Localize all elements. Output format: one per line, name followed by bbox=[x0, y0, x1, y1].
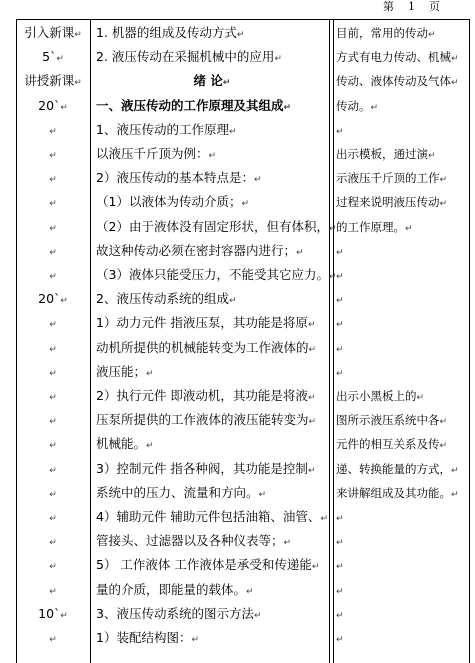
paragraph-mark-icon: ↵ bbox=[307, 393, 316, 403]
notes-text: 图所示液压系统中各 bbox=[336, 413, 440, 428]
paragraph-mark-icon: ↵ bbox=[208, 151, 217, 161]
notes-cell bbox=[336, 336, 468, 362]
paragraph-mark-icon: ↵ bbox=[49, 393, 57, 403]
paragraph-mark-icon: ↵ bbox=[308, 417, 317, 428]
notes-cell bbox=[336, 626, 468, 652]
content-cell bbox=[96, 142, 328, 168]
content-text: 压泵所提供的工作液体的液压能转变为 bbox=[96, 412, 309, 428]
paragraph-mark-icon: ↵ bbox=[336, 562, 344, 573]
table-row bbox=[0, 215, 475, 239]
time-text: 5` bbox=[42, 49, 57, 65]
paragraph-mark-icon: ↵ bbox=[283, 538, 292, 549]
time-text: 20` bbox=[38, 97, 61, 113]
content-text: 5） 工作液体 工作液体是承受和传递能 bbox=[96, 557, 312, 573]
content-text: 1、液压传动的工作原理 bbox=[96, 121, 229, 137]
content-cell bbox=[96, 505, 328, 531]
paragraph-mark-icon: ↵ bbox=[49, 344, 57, 355]
paragraph-mark-icon: ↵ bbox=[416, 393, 425, 403]
paragraph-mark-icon: ↵ bbox=[74, 78, 82, 89]
paragraph-mark-icon: ↵ bbox=[320, 514, 328, 524]
table-row bbox=[0, 166, 475, 190]
content-text: 4）辅助元件 辅助元件包括油箱、油管、 bbox=[96, 509, 321, 524]
paragraph-mark-icon: ↵ bbox=[258, 489, 267, 500]
table-row bbox=[0, 529, 475, 553]
paragraph-mark-icon: ↵ bbox=[253, 175, 262, 186]
content-text: 2）液压传动的基本特点是： bbox=[96, 170, 254, 186]
content-text: 一、液压传动的工作原理及其组成 bbox=[96, 97, 284, 113]
content-text: 3）控制元件 指各种阀，其功能是控制 bbox=[96, 460, 308, 476]
table-row bbox=[0, 45, 475, 69]
paragraph-mark-icon: ↵ bbox=[336, 296, 344, 307]
notes-cell bbox=[336, 360, 468, 386]
table-row bbox=[0, 553, 475, 577]
time-cell bbox=[18, 69, 88, 95]
notes-cell bbox=[336, 142, 468, 168]
content-cell bbox=[96, 481, 328, 507]
content-text: 2、液压传动系统的组成 bbox=[96, 291, 229, 307]
paragraph-mark-icon: ↵ bbox=[370, 102, 379, 113]
content-cell bbox=[96, 21, 328, 47]
paragraph-mark-icon: ↵ bbox=[336, 635, 344, 645]
time-cell bbox=[18, 190, 88, 216]
notes-cell bbox=[336, 94, 468, 120]
paragraph-mark-icon: ↵ bbox=[236, 30, 245, 40]
notes-text: 示液压千斤顶的工作 bbox=[336, 171, 440, 186]
time-cell bbox=[18, 432, 88, 458]
paragraph-mark-icon: ↵ bbox=[451, 489, 459, 500]
table-row bbox=[0, 21, 475, 45]
notes-cell bbox=[336, 578, 468, 604]
time-text: 10` bbox=[38, 605, 61, 621]
notes-cell bbox=[336, 408, 468, 434]
notes-cell bbox=[336, 505, 468, 531]
content-text: （2）由于液体没有固定形状，但有体积， bbox=[96, 218, 329, 234]
paragraph-mark-icon: ↵ bbox=[60, 102, 68, 113]
paragraph-mark-icon: ↵ bbox=[228, 126, 237, 137]
paragraph-mark-icon: ↵ bbox=[49, 441, 57, 452]
paragraph-mark-icon: ↵ bbox=[49, 151, 57, 161]
table-row bbox=[0, 578, 475, 602]
time-cell bbox=[18, 336, 88, 362]
paragraph-mark-icon: ↵ bbox=[146, 441, 154, 452]
paragraph-mark-icon: ↵ bbox=[336, 247, 344, 258]
content-cell bbox=[96, 311, 328, 337]
paragraph-mark-icon: ↵ bbox=[191, 635, 200, 645]
content-text: 量的介质，即能量的载体。 bbox=[96, 581, 247, 597]
content-cell bbox=[96, 360, 328, 386]
notes-cell bbox=[336, 239, 468, 265]
table-row bbox=[0, 287, 475, 311]
table-row bbox=[0, 432, 475, 456]
table-row bbox=[0, 408, 475, 432]
paragraph-mark-icon: ↵ bbox=[222, 78, 231, 89]
content-text: 1）动力元件 指液压泵，其功能是将原 bbox=[96, 315, 308, 331]
time-text: 讲授新课 bbox=[24, 73, 75, 89]
paragraph-mark-icon: ↵ bbox=[49, 175, 57, 186]
paragraph-mark-icon: ↵ bbox=[283, 102, 292, 113]
content-cell bbox=[96, 457, 328, 483]
paragraph-mark-icon: ↵ bbox=[274, 54, 282, 65]
paragraph-mark-icon: ↵ bbox=[49, 223, 57, 234]
time-cell bbox=[18, 287, 88, 313]
paragraph-mark-icon: ↵ bbox=[308, 344, 317, 355]
paragraph-mark-icon: ↵ bbox=[307, 465, 316, 476]
content-text: 2. 液压传动在采掘机械中的应用 bbox=[96, 49, 275, 65]
table-row bbox=[0, 118, 475, 142]
notes-cell bbox=[336, 553, 468, 579]
time-cell bbox=[18, 481, 88, 507]
paragraph-mark-icon: ↵ bbox=[49, 489, 57, 500]
paragraph-mark-icon: ↵ bbox=[246, 586, 254, 597]
time-cell bbox=[18, 626, 88, 652]
time-cell bbox=[18, 94, 88, 120]
paragraph-mark-icon: ↵ bbox=[439, 175, 448, 186]
table-row bbox=[0, 239, 475, 263]
table-row bbox=[0, 360, 475, 384]
notes-text: 递、转换能量的方式， bbox=[336, 461, 451, 476]
paragraph-mark-icon: ↵ bbox=[336, 344, 344, 355]
time-cell bbox=[18, 529, 88, 555]
content-text: （3）液体只能受压力，不能受其它应力。 bbox=[96, 267, 329, 282]
content-cell bbox=[96, 626, 328, 652]
time-cell bbox=[18, 263, 88, 289]
table-row bbox=[0, 69, 475, 93]
notes-cell bbox=[336, 190, 468, 216]
paragraph-mark-icon: ↵ bbox=[336, 586, 344, 597]
content-text: 管接头、过滤器以及各种仪表等； bbox=[96, 533, 284, 549]
content-text: 3、液压传动系统的图示方法 bbox=[96, 605, 254, 621]
time-cell bbox=[18, 142, 88, 168]
notes-cell bbox=[336, 287, 468, 313]
paragraph-mark-icon: ↵ bbox=[428, 151, 436, 161]
content-cell bbox=[96, 239, 328, 265]
paragraph-mark-icon: ↵ bbox=[311, 562, 320, 573]
notes-cell bbox=[336, 432, 468, 458]
paragraph-mark-icon: ↵ bbox=[49, 465, 57, 476]
time-cell bbox=[18, 21, 88, 47]
content-cell bbox=[96, 336, 328, 362]
notes-cell bbox=[336, 481, 468, 507]
time-cell bbox=[18, 602, 88, 628]
time-cell bbox=[18, 360, 88, 386]
content-cell bbox=[96, 602, 328, 628]
paragraph-mark-icon: ↵ bbox=[307, 320, 316, 331]
paragraph-mark-icon: ↵ bbox=[74, 30, 82, 40]
content-cell bbox=[96, 432, 328, 458]
time-cell bbox=[18, 311, 88, 337]
content-text: 1）装配结构图： bbox=[96, 630, 192, 645]
notes-cell bbox=[336, 166, 468, 192]
content-text: 以液压千斤顶为例： bbox=[96, 146, 209, 161]
notes-cell bbox=[336, 602, 468, 628]
paragraph-mark-icon: ↵ bbox=[336, 320, 344, 331]
paragraph-mark-icon: ↵ bbox=[451, 465, 459, 476]
time-cell bbox=[18, 166, 88, 192]
content-text: 动机所提供的机械能转变为工作液体的 bbox=[96, 339, 309, 355]
paragraph-mark-icon: ↵ bbox=[49, 538, 57, 549]
notes-cell bbox=[336, 384, 468, 410]
content-text: 系统中的压力、流量和方向。 bbox=[96, 484, 259, 500]
table-row bbox=[0, 190, 475, 214]
time-cell bbox=[18, 118, 88, 144]
notes-text: 出示小黑板上的 bbox=[336, 389, 417, 403]
table-row bbox=[0, 311, 475, 335]
table-row bbox=[0, 142, 475, 166]
content-cell bbox=[96, 94, 328, 120]
paragraph-mark-icon: ↵ bbox=[49, 320, 57, 331]
paragraph-mark-icon: ↵ bbox=[336, 126, 344, 137]
notes-text: 出示模板，通过演 bbox=[336, 147, 428, 161]
content-cell bbox=[96, 287, 328, 313]
notes-text: 元件的相互关系及传 bbox=[336, 437, 440, 452]
paragraph-mark-icon: ↵ bbox=[336, 272, 344, 282]
content-cell bbox=[96, 408, 328, 434]
table-row bbox=[0, 384, 475, 408]
paragraph-mark-icon: ↵ bbox=[146, 368, 154, 379]
paragraph-mark-icon: ↵ bbox=[439, 417, 448, 428]
notes-text: 传动。 bbox=[336, 98, 371, 113]
paragraph-mark-icon: ↵ bbox=[49, 417, 57, 428]
paragraph-mark-icon: ↵ bbox=[49, 247, 57, 258]
content-text: 2）执行元件 即液动机，其功能是将液 bbox=[96, 388, 308, 403]
table-row bbox=[0, 602, 475, 626]
table-row bbox=[0, 481, 475, 505]
paragraph-mark-icon: ↵ bbox=[49, 126, 57, 137]
content-cell bbox=[96, 578, 328, 604]
paragraph-mark-icon: ↵ bbox=[49, 272, 57, 282]
page-number-header: 第 1 页 bbox=[383, 0, 440, 13]
paragraph-mark-icon: ↵ bbox=[336, 610, 344, 621]
notes-text: 传动、液体传动及气体 bbox=[336, 74, 451, 89]
paragraph-mark-icon: ↵ bbox=[49, 368, 57, 379]
notes-text: 过程来说明液压传动 bbox=[336, 195, 440, 210]
paragraph-mark-icon: ↵ bbox=[328, 223, 337, 234]
paragraph-mark-icon: ↵ bbox=[56, 54, 64, 65]
time-cell bbox=[18, 578, 88, 604]
paragraph-mark-icon: ↵ bbox=[49, 514, 57, 524]
content-text: 绪 论 bbox=[193, 73, 223, 89]
notes-cell bbox=[336, 21, 468, 47]
paragraph-mark-icon: ↵ bbox=[49, 199, 57, 210]
paragraph-mark-icon: ↵ bbox=[228, 296, 237, 307]
table-row bbox=[0, 505, 475, 529]
paragraph-mark-icon: ↵ bbox=[405, 223, 413, 234]
paragraph-mark-icon: ↵ bbox=[336, 538, 344, 549]
notes-cell bbox=[336, 45, 468, 71]
time-cell bbox=[18, 457, 88, 483]
content-cell bbox=[96, 166, 328, 192]
table-row bbox=[0, 457, 475, 481]
content-text: 故这种传动必须在密封容器内进行； bbox=[96, 242, 297, 258]
paragraph-mark-icon: ↵ bbox=[336, 368, 344, 379]
paragraph-mark-icon: ↵ bbox=[49, 586, 57, 597]
notes-text: 方式有电力传动、机械 bbox=[336, 50, 451, 65]
content-cell bbox=[96, 190, 328, 216]
paragraph-mark-icon: ↵ bbox=[451, 78, 459, 89]
time-cell bbox=[18, 215, 88, 241]
paragraph-mark-icon: ↵ bbox=[336, 514, 344, 524]
content-cell bbox=[96, 215, 337, 241]
notes-cell bbox=[336, 69, 468, 95]
content-text: 机械能。 bbox=[96, 436, 147, 452]
content-cell bbox=[96, 45, 328, 71]
time-cell bbox=[18, 45, 88, 71]
content-text: 1. 机器的组成及传动方式 bbox=[96, 25, 237, 40]
time-cell bbox=[18, 239, 88, 265]
content-cell bbox=[96, 384, 328, 410]
time-cell bbox=[18, 384, 88, 410]
table-row bbox=[0, 626, 475, 650]
table-row bbox=[0, 263, 475, 287]
time-text: 20` bbox=[38, 291, 61, 307]
paragraph-mark-icon: ↵ bbox=[60, 610, 68, 621]
paragraph-mark-icon: ↵ bbox=[241, 199, 250, 210]
paragraph-mark-icon: ↵ bbox=[49, 562, 57, 573]
time-text: 引入新课 bbox=[24, 25, 75, 40]
paragraph-mark-icon: ↵ bbox=[439, 199, 448, 210]
paragraph-mark-icon: ↵ bbox=[428, 30, 436, 40]
time-cell bbox=[18, 505, 88, 531]
table-row bbox=[0, 336, 475, 360]
notes-text: 目前，常用的传动 bbox=[336, 26, 428, 40]
notes-cell bbox=[336, 457, 468, 483]
paragraph-mark-icon: ↵ bbox=[60, 296, 68, 307]
time-cell bbox=[18, 408, 88, 434]
paragraph-mark-icon: ↵ bbox=[439, 441, 448, 452]
notes-cell bbox=[336, 529, 468, 555]
notes-text: 的工作原理。 bbox=[336, 219, 405, 234]
notes-cell bbox=[336, 311, 468, 337]
paragraph-mark-icon: ↵ bbox=[49, 635, 57, 645]
content-text: 液压能； bbox=[96, 363, 147, 379]
content-cell bbox=[96, 69, 328, 95]
table-row bbox=[0, 94, 475, 118]
paragraph-mark-icon: ↵ bbox=[296, 247, 304, 258]
content-cell bbox=[96, 118, 328, 144]
notes-cell bbox=[336, 215, 468, 241]
content-text: （1）以液体为传动介质； bbox=[96, 194, 242, 210]
content-cell bbox=[96, 553, 328, 579]
content-cell bbox=[96, 263, 337, 289]
notes-text: 来讲解组成及其功能。 bbox=[336, 485, 451, 500]
paragraph-mark-icon: ↵ bbox=[253, 610, 262, 621]
notes-cell bbox=[336, 263, 468, 289]
paragraph-mark-icon: ↵ bbox=[451, 54, 459, 65]
time-cell bbox=[18, 553, 88, 579]
notes-cell bbox=[336, 118, 468, 144]
content-cell bbox=[96, 529, 328, 555]
paragraph-mark-icon: ↵ bbox=[328, 272, 337, 282]
